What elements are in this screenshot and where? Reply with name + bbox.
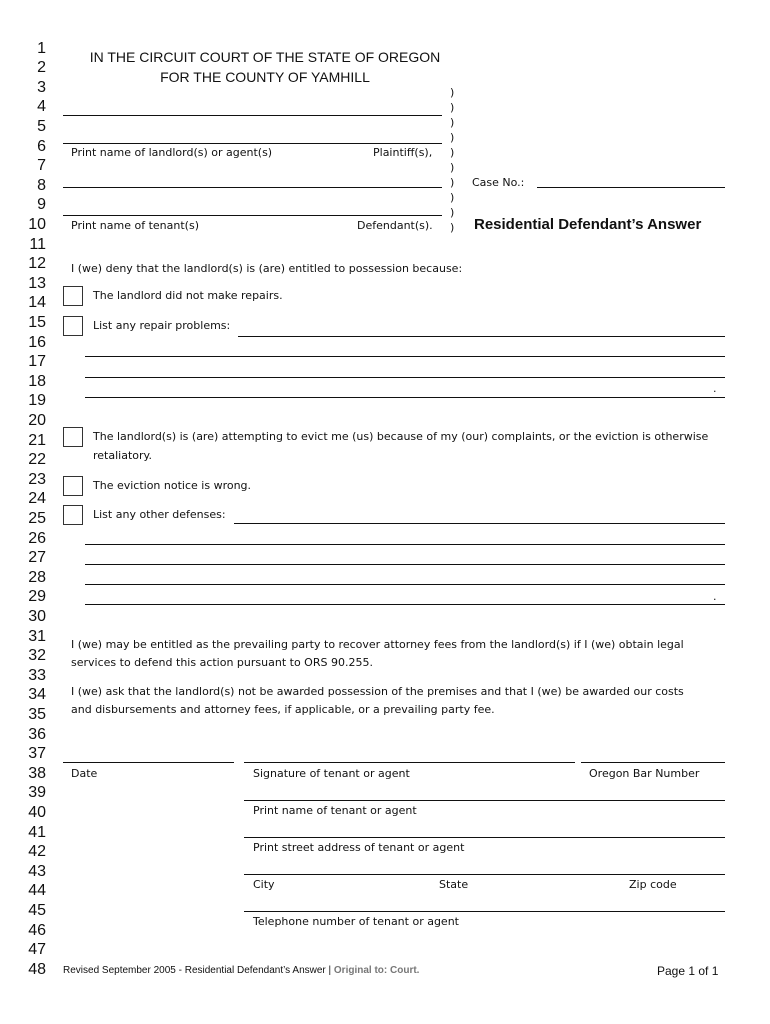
county-name: FOR THE COUNTY OF YAMHILL	[160, 69, 370, 85]
line-number: 27	[28, 549, 46, 566]
caption-paren: )	[450, 191, 455, 204]
retaliatory-label-2: retaliatory.	[93, 449, 152, 462]
repair-problems-input-4[interactable]	[85, 380, 725, 398]
repair-problems-label: List any repair problems:	[93, 319, 231, 332]
defendant-label: Print name of tenant(s)	[71, 219, 199, 232]
city-label: City	[253, 878, 275, 891]
case-no-label: Case No.:	[472, 176, 525, 189]
caption-paren: )	[450, 101, 455, 114]
request-paragraph	[71, 683, 684, 719]
signature-input[interactable]	[244, 745, 575, 763]
line-number: 41	[28, 824, 46, 841]
caption-paren: )	[450, 116, 455, 129]
line-number: 24	[28, 490, 46, 507]
footer-revision	[63, 965, 419, 976]
line-number: 44	[28, 882, 46, 899]
line-number: 22	[28, 451, 46, 468]
plaintiff-name-input[interactable]	[63, 98, 442, 116]
request-line-1: I (we) ask that the landlord(s) not be awarded possession of the premises and that I (we) be awarded our costs	[71, 685, 684, 698]
line-number: 20	[28, 412, 46, 429]
street-address-label: Print street address of tenant or agent	[253, 841, 465, 854]
line-number: 40	[28, 804, 46, 821]
line-number: 17	[28, 353, 46, 370]
no-repairs-label: The landlord did not make repairs.	[93, 289, 283, 302]
court-name: IN THE CIRCUIT COURT OF THE STATE OF OREGON	[89, 49, 441, 65]
line-number: 3	[37, 79, 46, 96]
line-number: 2	[37, 59, 46, 76]
signature-label: Signature of tenant or agent	[253, 767, 410, 780]
other-defenses-label: List any other defenses:	[93, 508, 226, 521]
caption-paren: )	[450, 146, 455, 159]
line-number: 21	[28, 432, 46, 449]
line-number: 9	[37, 196, 46, 213]
other-defenses-input-3[interactable]	[85, 547, 725, 565]
print-name-input[interactable]	[244, 783, 725, 801]
line-number: 7	[37, 157, 46, 174]
defendant-rule	[63, 215, 442, 216]
street-address-input[interactable]	[244, 820, 725, 838]
line-number: 47	[28, 941, 46, 958]
line-number: 32	[28, 647, 46, 664]
line-number: 29	[28, 588, 46, 605]
bar-number-input[interactable]	[581, 745, 725, 763]
line-number: 6	[37, 138, 46, 155]
repair-problems-input-2[interactable]	[85, 339, 725, 357]
bar-number-label: Oregon Bar Number	[589, 767, 700, 780]
line-number: 37	[28, 745, 46, 762]
other-period: .	[713, 590, 717, 603]
line-number: 14	[28, 294, 46, 311]
line-number: 46	[28, 922, 46, 939]
telephone-input[interactable]	[244, 894, 725, 912]
notice-wrong-checkbox[interactable]	[63, 476, 83, 496]
other-defenses-input-2[interactable]	[85, 527, 725, 545]
attorney-fees-line-1: I (we) may be entitled as the prevailing party to recover attorney fees from the landlord(s) if I (we) obtain legal	[71, 638, 684, 651]
plaintiff-role: Plaintiff(s),	[373, 146, 433, 159]
page-number: Page 1 of 1	[657, 964, 719, 978]
retaliatory-label-1: The landlord(s) is (are) attempting to evict me (us) because of my (our) complaints, or the eviction is otherwise	[93, 430, 709, 443]
plaintiff-rule	[63, 143, 442, 144]
line-number: 38	[28, 765, 46, 782]
attorney-fees-paragraph	[71, 636, 684, 672]
line-number: 26	[28, 530, 46, 547]
line-number: 1	[37, 40, 46, 57]
repair-period: .	[713, 382, 717, 395]
no-repairs-checkbox[interactable]	[63, 286, 83, 306]
defendant-name-input[interactable]	[63, 170, 442, 188]
line-number: 18	[28, 373, 46, 390]
caption-paren: )	[450, 221, 455, 234]
line-number: 23	[28, 471, 46, 488]
line-number: 34	[28, 686, 46, 703]
line-number: 12	[28, 255, 46, 272]
line-number: 42	[28, 843, 46, 860]
print-name-label: Print name of tenant or agent	[253, 804, 417, 817]
date-label: Date	[71, 767, 98, 780]
other-defenses-checkbox[interactable]	[63, 505, 83, 525]
defenses-intro: I (we) deny that the landlord(s) is (are) entitled to possession because:	[71, 262, 463, 275]
defendant-role: Defendant(s).	[357, 219, 433, 232]
line-number: 43	[28, 863, 46, 880]
plaintiff-label: Print name of landlord(s) or agent(s)	[71, 146, 273, 159]
caption-paren: )	[450, 86, 455, 99]
repair-problems-input-1[interactable]	[238, 319, 725, 337]
city-state-zip-input[interactable]	[244, 857, 725, 875]
notice-wrong-label: The eviction notice is wrong.	[93, 479, 252, 492]
caption-paren: )	[450, 206, 455, 219]
line-number: 16	[28, 334, 46, 351]
line-number: 19	[28, 392, 46, 409]
case-no-input[interactable]	[537, 170, 725, 188]
line-number: 8	[37, 177, 46, 194]
footer-revision-text: Revised September 2005 - Residential Defendant’s Answer |	[63, 965, 332, 976]
line-number: 30	[28, 608, 46, 625]
line-number: 33	[28, 667, 46, 684]
line-number: 39	[28, 784, 46, 801]
line-number: 10	[28, 216, 46, 233]
line-number: 35	[28, 706, 46, 723]
caption-paren: )	[450, 161, 455, 174]
line-number: 45	[28, 902, 46, 919]
line-number: 36	[28, 726, 46, 743]
line-number: 31	[28, 628, 46, 645]
caption-paren: )	[450, 176, 455, 189]
other-defenses-input-1[interactable]	[234, 506, 725, 524]
attorney-fees-line-2: services to defend this action pursuant to ORS 90.255.	[71, 656, 373, 669]
telephone-label: Telephone number of tenant or agent	[253, 915, 459, 928]
line-number: 25	[28, 510, 46, 527]
other-defenses-input-5[interactable]	[85, 587, 725, 605]
line-number: 5	[37, 118, 46, 135]
line-number: 11	[29, 236, 46, 253]
date-input[interactable]	[63, 745, 234, 763]
state-label: State	[439, 878, 469, 891]
line-number: 4	[37, 98, 46, 115]
zip-label: Zip code	[629, 878, 677, 891]
retaliatory-checkbox[interactable]	[63, 427, 83, 447]
repair-problems-input-3[interactable]	[85, 360, 725, 378]
other-defenses-input-4[interactable]	[85, 567, 725, 585]
caption-paren: )	[450, 131, 455, 144]
line-number: 28	[28, 569, 46, 586]
document-title: Residential Defendant’s Answer	[474, 216, 702, 233]
line-number: 13	[28, 275, 46, 292]
footer-original: Original to: Court.	[333, 965, 420, 976]
line-number: 48	[28, 961, 46, 978]
request-line-2: and disbursements and attorney fees, if applicable, or a prevailing party fee.	[71, 703, 495, 716]
line-number: 15	[28, 314, 46, 331]
repair-problems-checkbox[interactable]	[63, 316, 83, 336]
